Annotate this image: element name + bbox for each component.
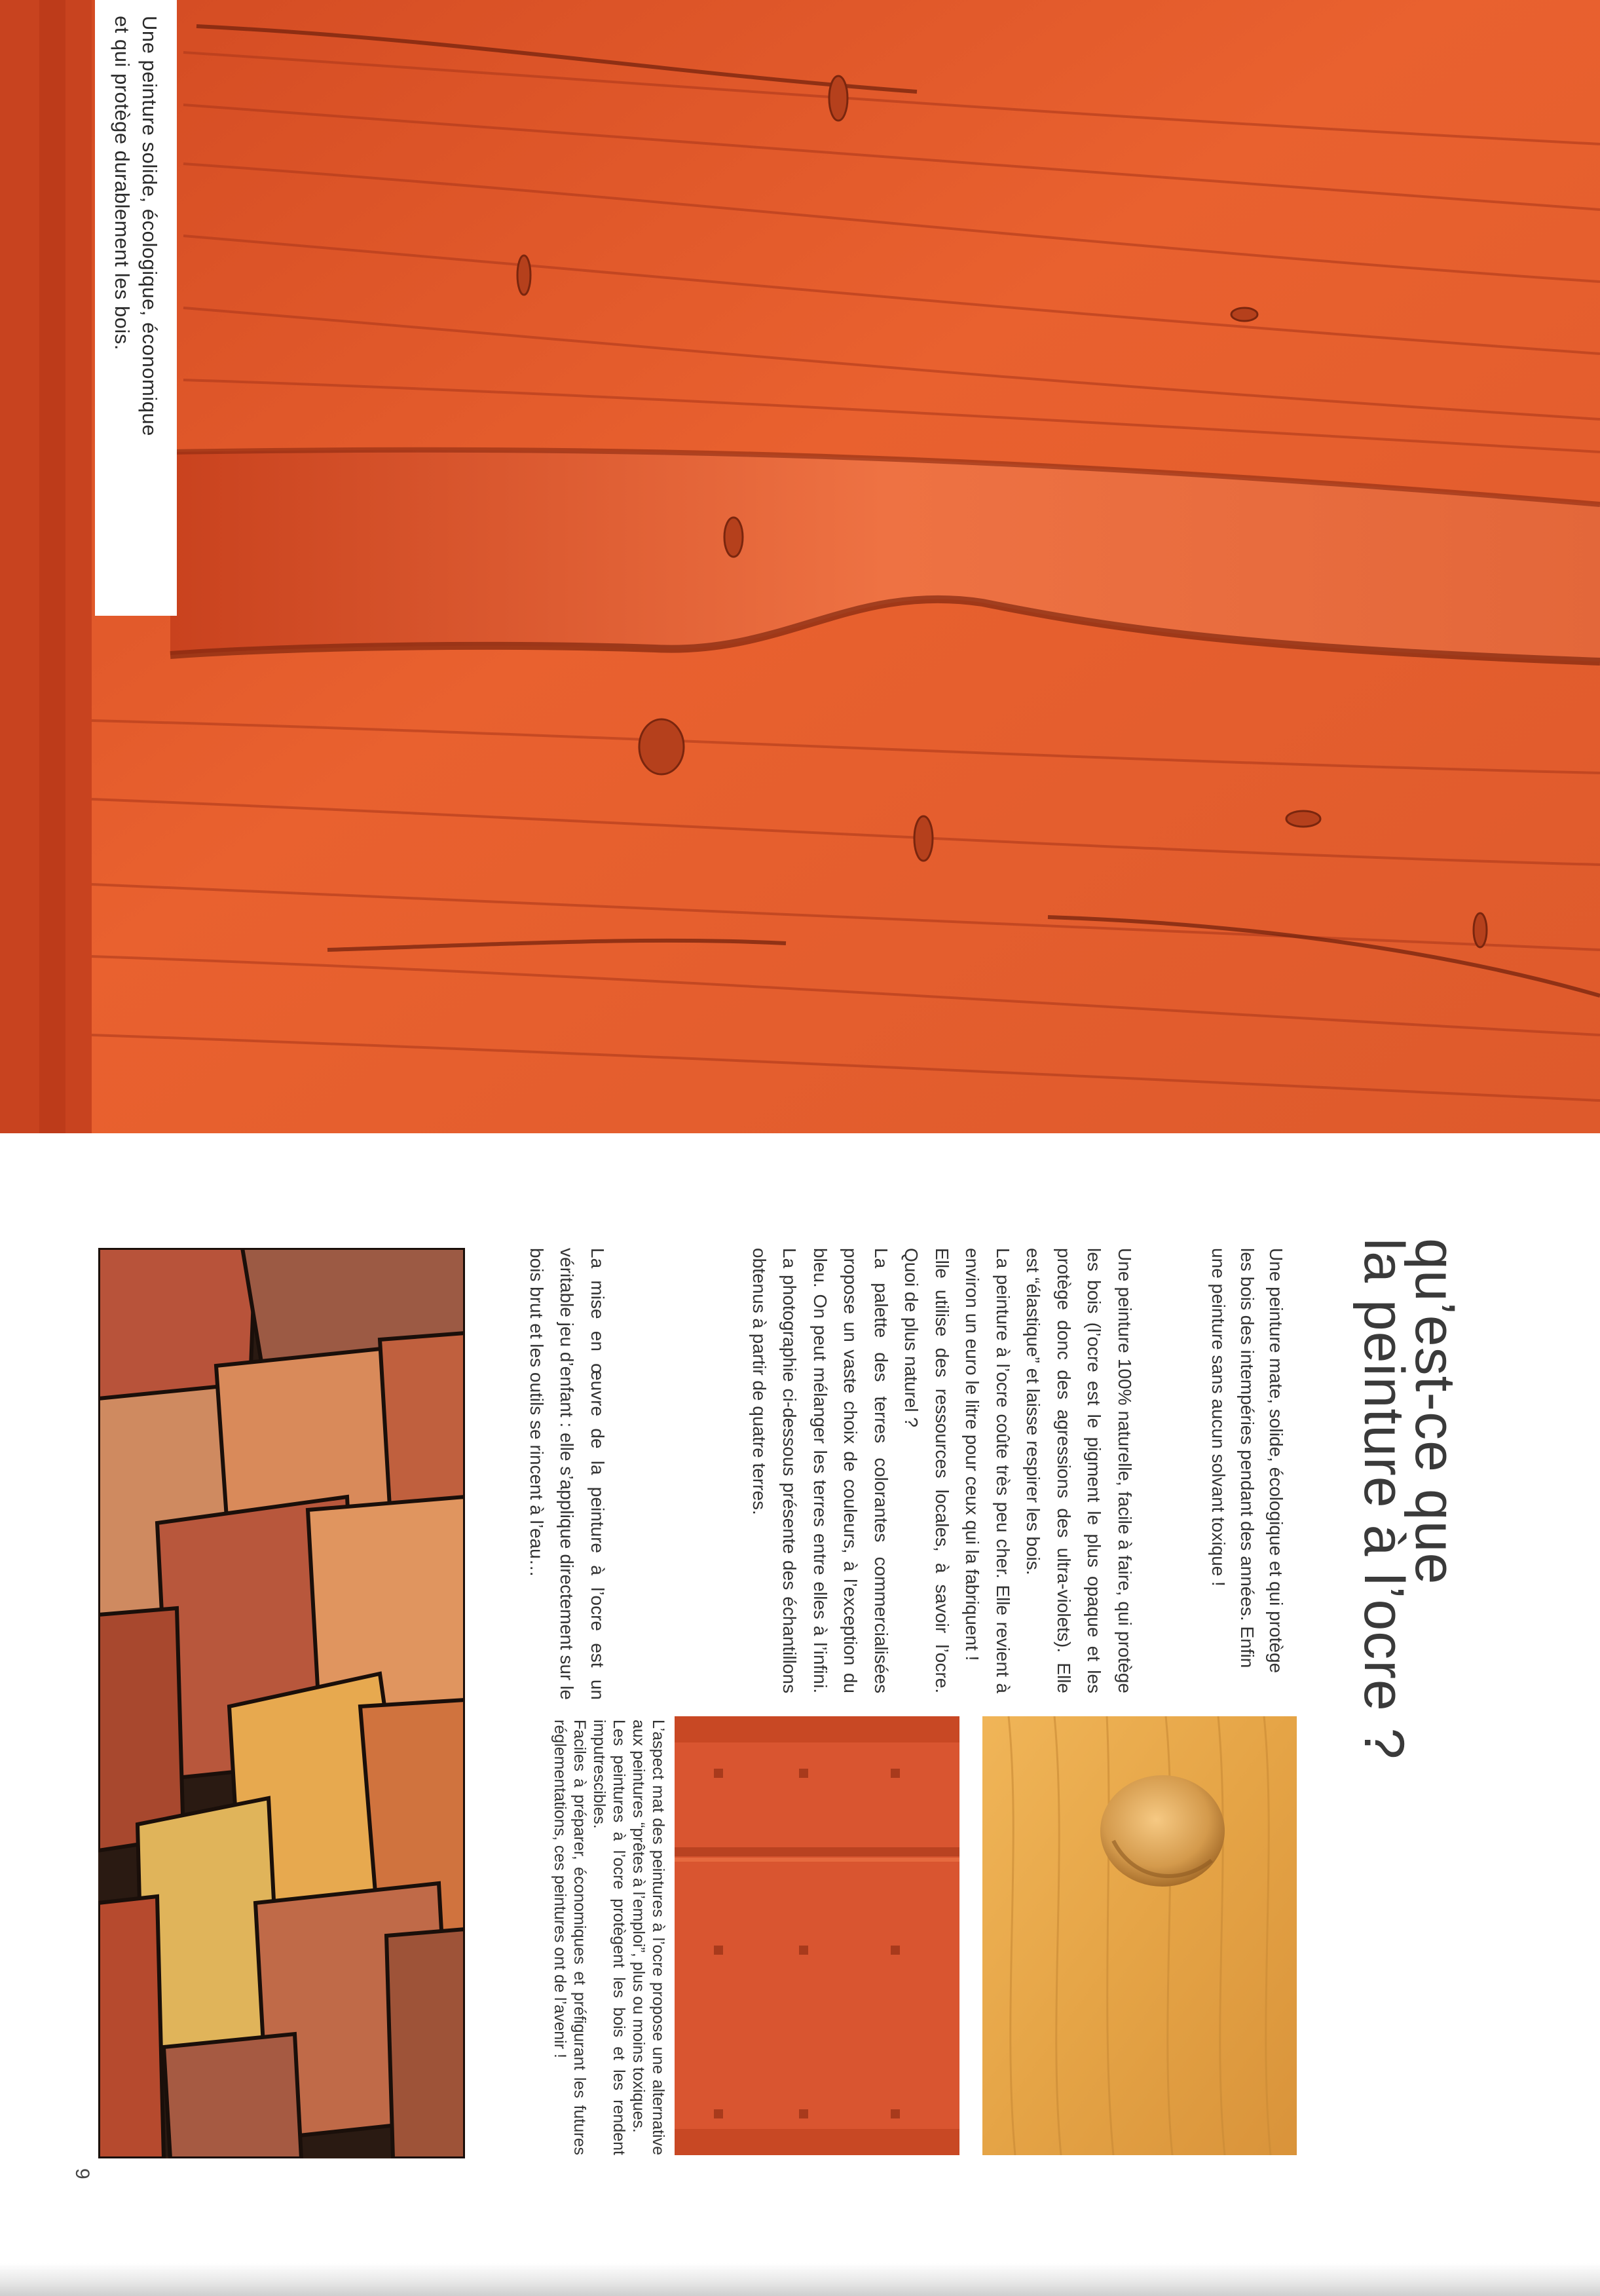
body-paragraph-2: La peinture à l’ocre coûte très peu cher. Elle revient à environ un euro le litre pour ceux qui la fabriquent ! [962,1248,1013,1693]
hero-caption-line1: Une peinture solide, écologique, économique [138,16,162,436]
red-door-illustration [675,1716,959,2155]
hero-caption [95,0,177,616]
page-title [1352,1238,1466,1893]
ocre-samples-photo [98,1248,465,2158]
hero-caption-box [95,0,177,616]
yellow-wood-nail-illustration [982,1716,1297,2155]
page-edge [0,2263,1600,2296]
body-paragraph-3: Elle utilise des ressources locales, à savoir l’ocre. Quoi de plus naturel ? [901,1248,952,1693]
side-caption-3: Faciles à préparer, économiques et préfigurant les futures réglementations, ces peintures ont de l’avenir ! [551,1720,589,2155]
nail-closeup-photo [982,1716,1297,2155]
red-door-panel-photo [675,1716,959,2155]
ocre-color-samples-illustration [98,1248,465,2158]
hero-caption-line2: et qui protège durablement les bois. [111,16,134,350]
side-caption-2: Les peintures à l’ocre protègent les bois et les rendent imputrescibles. [590,1720,628,2155]
red-wood-illustration [0,0,1600,1140]
application-paragraph: La mise en œuvre de la peinture à l’ocre est un véritable jeu d’enfant : elle s’applique directement sur le bois brut et les outils se rincent à l’eau… [527,1248,608,1700]
side-caption-1: L’aspect mat des peintures à l’ocre propose une alternative aux peintures “prêtes à l’emploi”, plus ou moins toxiques. [629,1720,667,2155]
page-number: 9 [71,2168,93,2179]
hero-photo-red-wood [0,0,1600,1140]
body-paragraph-4: La palette des terres colorantes commercialisées propose un vaste choix de couleurs, à l’exception du bleu. On peut mélanger les terres entre elles à l’infini. La photographie ci-dessous présente des échantillons obtenus à partir de quatre terres. [749,1248,891,1693]
body-paragraph-1: Une peinture 100% naturelle, facile à faire, qui protège les bois (l’ocre est le pigment le plus opaque et les protège donc des agressions des ultra-violets). Elle est “élastique” et laisse respirer les bois. [1023,1248,1135,1693]
title-line1: qu’est-ce que [1404,1238,1466,1585]
intro-paragraph: Une peinture mate, solide, écologique et qui protège les bois des intempéries pendant des années. Enfin une peinture sans aucun solvant toxique ! [1208,1248,1286,1674]
title-line2: la peinture à l’ocre ? [1352,1238,1415,1760]
body-text [744,1248,1140,1693]
photo-side-caption [550,1720,668,2155]
